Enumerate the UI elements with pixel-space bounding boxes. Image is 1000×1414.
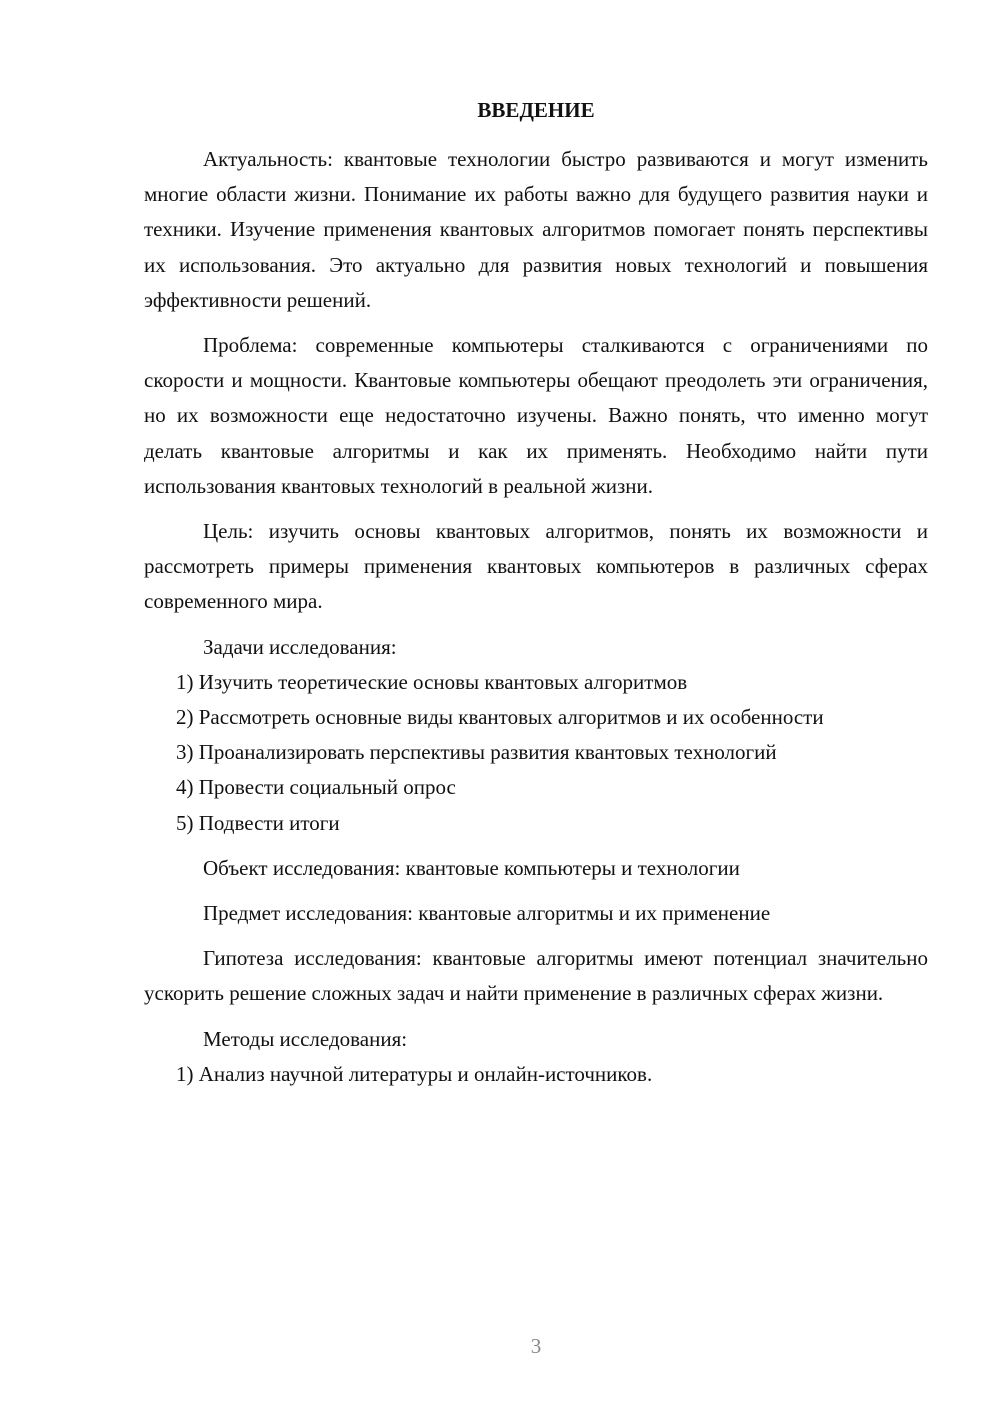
task-item-3: 3) Проанализировать перспективы развития квантовых технологий [176,740,777,765]
body-text [144,142,928,1092]
relevance-paragraph: Актуальность: квантовые технологии быстро развиваются и могут изменить многие области жизни. Понимание их работы важно для будущего развития науки и техники. Изучение применения квантовых алгоритмов помогает понять перспективы их использования. Это актуально для развития новых технологий и повышения эффективности решений. [144,147,928,312]
object-paragraph: Объект исследования: квантовые компьютеры и технологии [203,855,740,880]
page-number: 3 [530,1334,542,1358]
tasks-heading: Задачи исследования: [203,634,397,659]
task-item-1: 1) Изучить теоретические основы квантовых алгоритмов [176,669,688,694]
hypothesis-paragraph: Гипотеза исследования: квантовые алгоритмы имеют потенциал значительно ускорить решение сложных задач и найти применение в различных сферах жизни. [144,946,928,1006]
task-item-5: 5) Подвести итоги [176,810,340,835]
goal-paragraph: Цель: изучить основы квантовых алгоритмов, понять их возможности и рассмотреть примеры применения квантовых компьютеров в различных сферах современного мира. [144,519,928,614]
section-heading: ВВЕДЕНИЕ [477,98,595,122]
task-item-2: 2) Рассмотреть основные виды квантовых алгоритмов и их особенности [176,705,824,730]
subject-paragraph: Предмет исследования: квантовые алгоритмы и их применение [203,901,771,926]
method-item-1: 1) Анализ научной литературы и онлайн-источников. [176,1061,653,1086]
task-item-4: 4) Провести социальный опрос [176,775,456,800]
methods-heading: Методы исследования: [203,1026,408,1051]
problem-paragraph: Проблема: современные компьютеры сталкиваются с ограничениями по скорости и мощности. Квантовые компьютеры обещают преодолеть эти ограничения, но их возможности еще недостаточно изучены. Важно понять, что именно могут делать квантовые алгоритмы и как их применять. Необходимо найти пути использования квантовых технологий в реальной жизни. [144,333,928,498]
